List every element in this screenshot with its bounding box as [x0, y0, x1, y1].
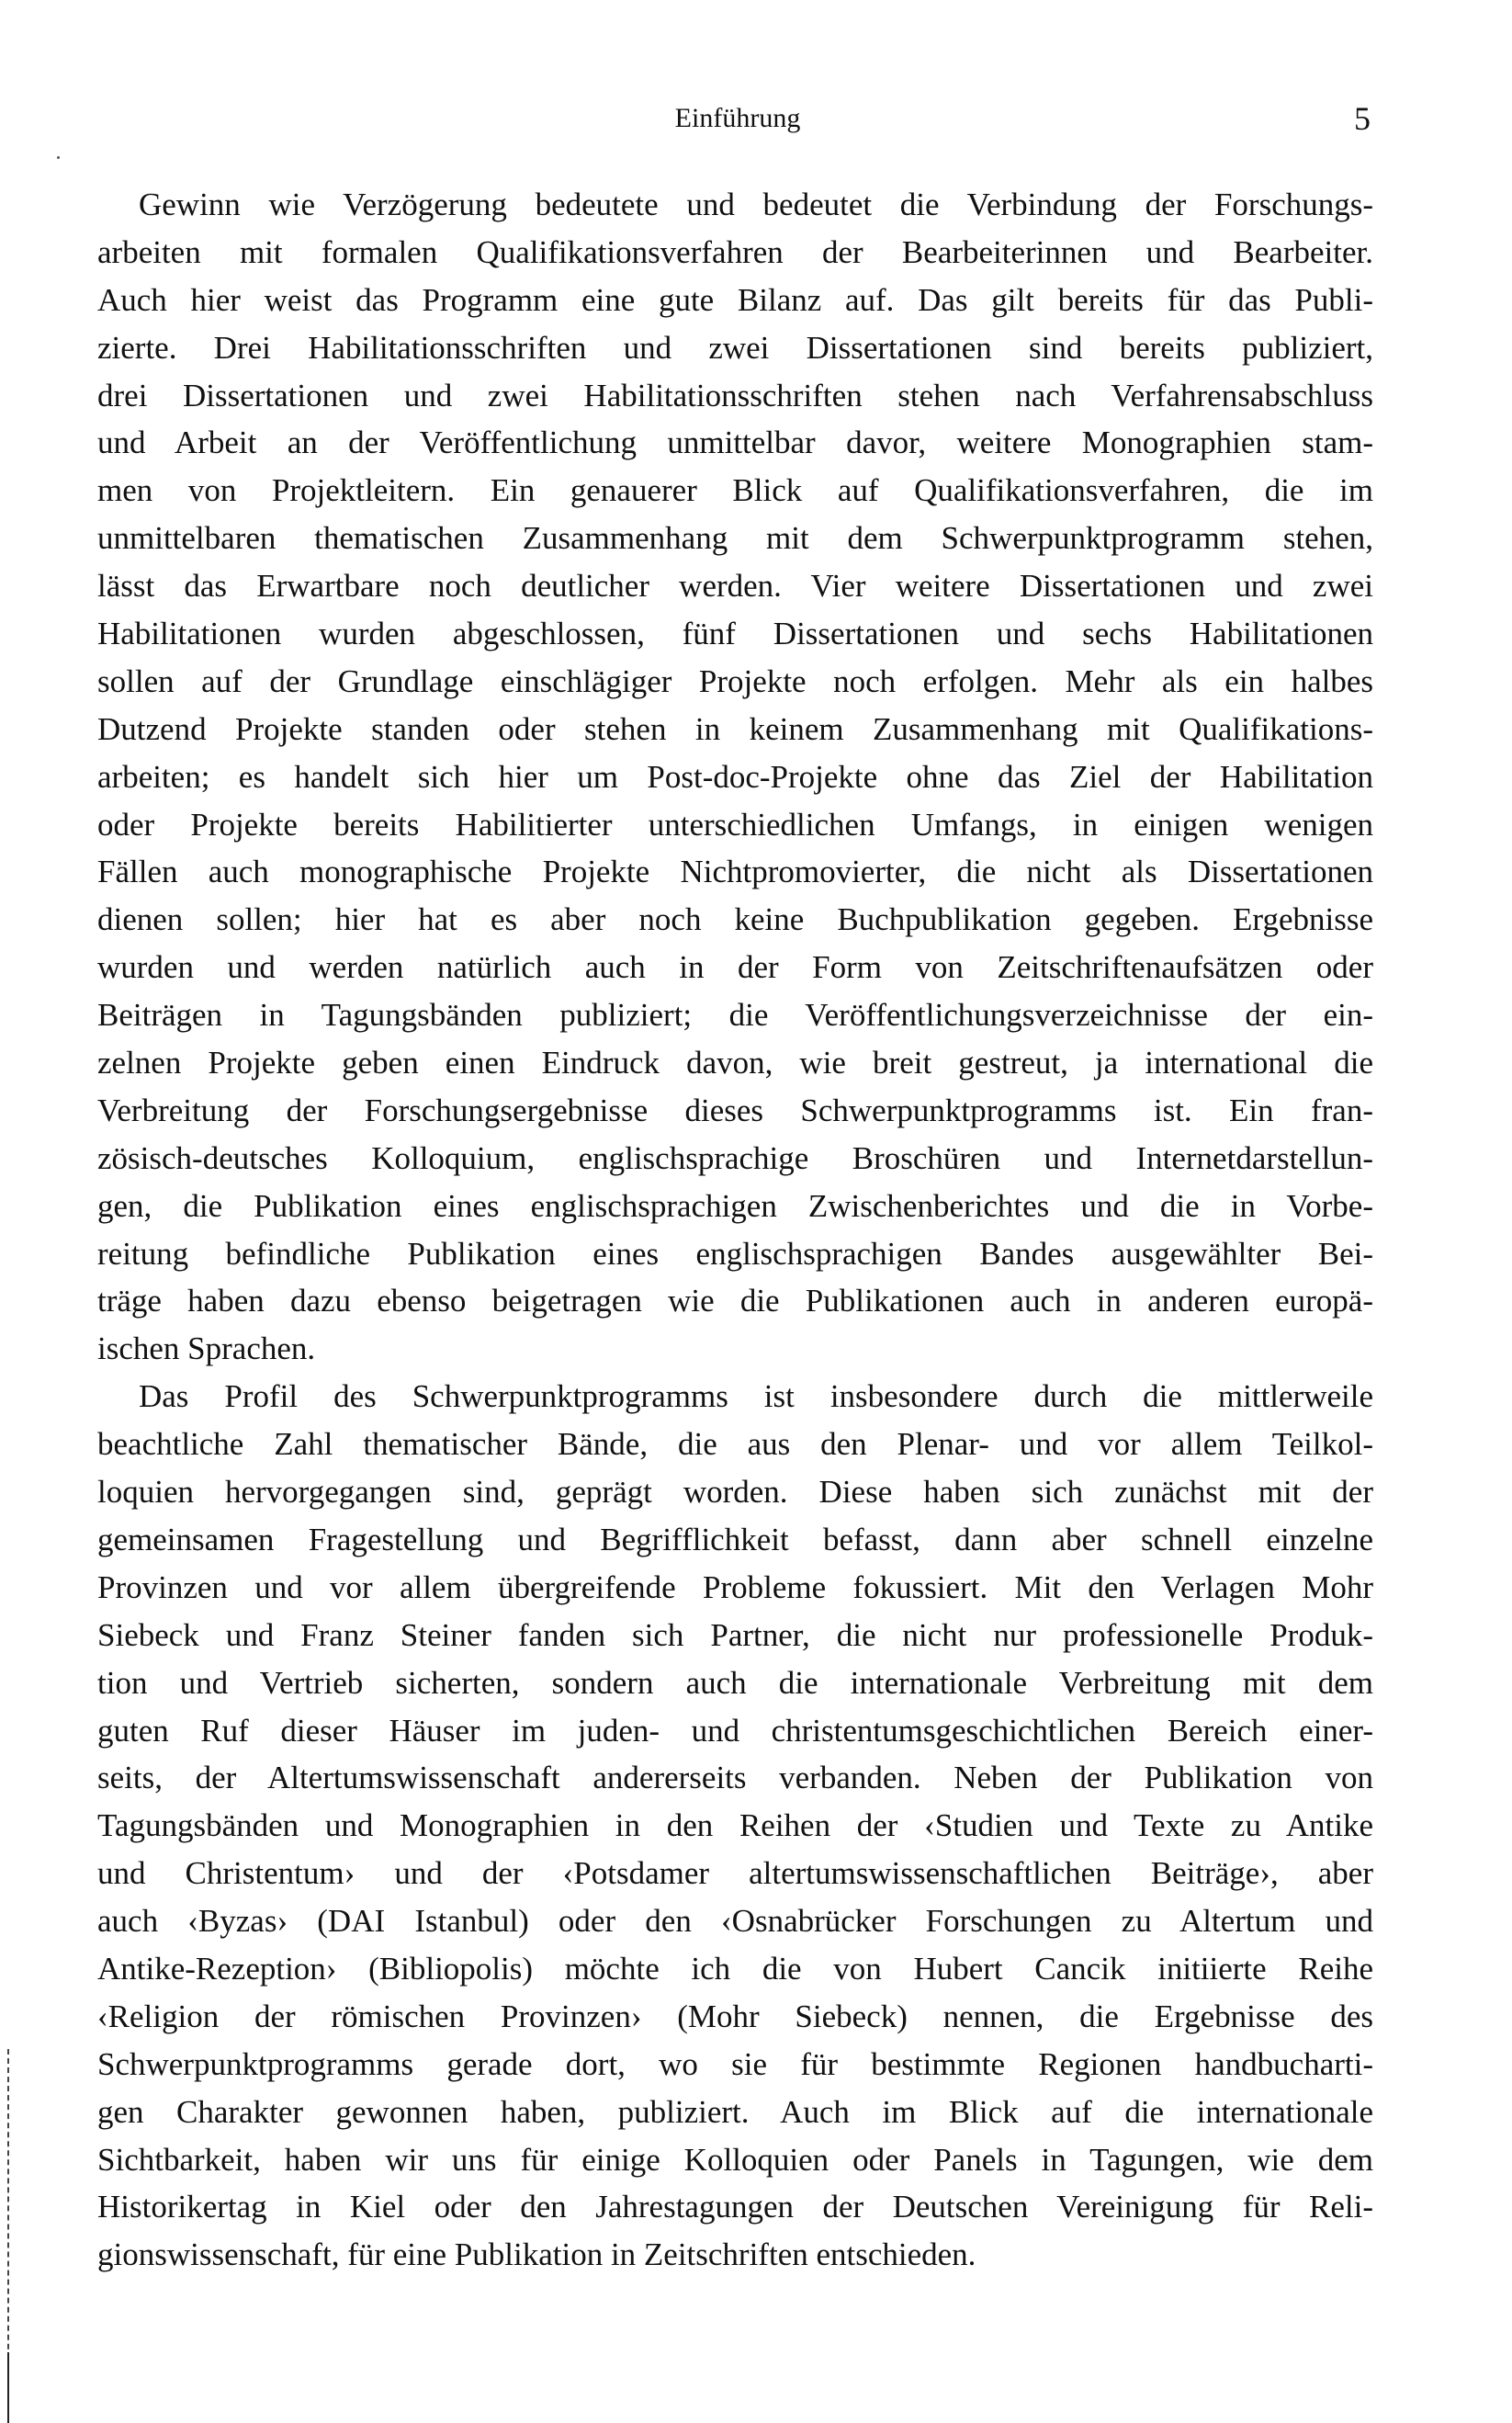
text-line: drei Dissertationen und zwei Habilitationsschriften stehen nach Verfahrensabschluss [97, 377, 1373, 413]
running-title: Einführung [674, 103, 801, 133]
body-text [97, 181, 1373, 2279]
running-header [0, 97, 1512, 140]
text-line: ischen Sprachen. [97, 1330, 316, 1367]
text-line: oder Projekte bereits Habilitierter unterschiedlichen Umfangs, in einigen wenigen [97, 806, 1373, 843]
text-line: gen Charakter gewonnen haben, publiziert. Auch im Blick auf die internationale [97, 2093, 1373, 2130]
page-number: 5 [1354, 100, 1371, 137]
text-line: arbeiten mit formalen Qualifikationsverfahren der Bearbeiterinnen und Bearbeiter. [97, 233, 1373, 270]
text-line: Gewinn wie Verzögerung bedeutete und bedeutet die Verbindung der Forschungs- [139, 187, 1373, 222]
text-line: und Arbeit an der Veröffentlichung unmittelbar davor, weitere Monographien stam- [97, 425, 1373, 461]
text-line: sollen auf der Grundlage einschlägiger Projekte noch erfolgen. Mehr als ein halbes [97, 662, 1373, 699]
text-line: dienen sollen; hier hat es aber noch keine Buchpublikation gegeben. Ergebnisse [97, 901, 1373, 938]
text-line: zelnen Projekte geben einen Eindruck davon, wie breit gestreut, ja international die [97, 1045, 1373, 1081]
text-line: Antike-Rezeption› (Bibliopolis) möchte ich die von Hubert Cancik initiierte Reihe [97, 1950, 1373, 1987]
text-line: und Christentum› und der ‹Potsdamer altertumswissenschaftlichen Beiträge›, aber [97, 1855, 1373, 1892]
paragraph [97, 181, 1373, 1373]
paragraph [97, 1373, 1373, 2279]
text-line: tion und Vertrieb sicherten, sondern auch die internationale Verbreitung mit dem [97, 1664, 1373, 1701]
text-line: men von Projektleitern. Ein genauerer Blick auf Qualifikationsverfahren, die im [97, 472, 1373, 509]
text-line: ‹Religion der römischen Provinzen› (Mohr Siebeck) nennen, die Ergebnisse des [97, 1998, 1373, 2034]
text-line: lässt das Erwartbare noch deutlicher werden. Vier weitere Dissertationen und zwei [97, 568, 1373, 605]
scan-edge-line-solid [7, 2352, 9, 2423]
text-line: wurden und werden natürlich auch in der Form von Zeitschriftenaufsätzen oder [97, 949, 1373, 986]
text-line: Auch hier weist das Programm eine gute Bilanz auf. Das gilt bereits für das Publi- [97, 281, 1373, 318]
text-line: reitung befindliche Publikation eines englischsprachigen Bandes ausgewählter Bei- [97, 1235, 1373, 1272]
text-line: Dutzend Projekte standen oder stehen in keinem Zusammenhang mit Qualifikations- [97, 710, 1373, 747]
text-line: beachtliche Zahl thematischer Bände, die aus den Plenar- und vor allem Teilkol- [97, 1426, 1373, 1463]
text-line: Habilitationen wurden abgeschlossen, fünf Dissertationen und sechs Habilitationen [97, 616, 1373, 652]
text-line: Schwerpunktprogramms gerade dort, wo sie für bestimmte Regionen handbucharti- [97, 2045, 1373, 2082]
text-line: unmittelbaren thematischen Zusammenhang mit dem Schwerpunktprogramm stehen, [97, 520, 1373, 557]
text-line: gionswissenschaft, für eine Publikation in Zeitschriften entschieden. [97, 2236, 976, 2273]
text-line: Siebeck und Franz Steiner fanden sich Partner, die nicht nur professionelle Produk- [97, 1616, 1373, 1653]
text-line: Verbreitung der Forschungsergebnisse dieses Schwerpunktprogramms ist. Ein fran- [97, 1092, 1373, 1128]
text-line: Historikertag in Kiel oder den Jahrestagungen der Deutschen Vereinigung für Reli- [97, 2189, 1373, 2225]
text-line: gen, die Publikation eines englischsprachigen Zwischenberichtes und die in Vorbe- [97, 1187, 1373, 1224]
text-line: guten Ruf dieser Häuser im juden- und christentumsgeschichtlichen Bereich einer- [97, 1712, 1373, 1749]
text-line: seits, der Altertumswissenschaft andererseits verbanden. Neben der Publikation von [97, 1760, 1373, 1796]
text-line: gemeinsamen Fragestellung und Begrifflichkeit befasst, dann aber schnell einzelne [97, 1521, 1373, 1557]
text-line: Das Profil des Schwerpunktprogramms ist insbesondere durch die mittlerweile [139, 1378, 1373, 1415]
text-line: zierte. Drei Habilitationsschriften und zwei Dissertationen sind bereits publiziert, [97, 329, 1373, 366]
text-line: loquien hervorgegangen sind, geprägt worden. Diese haben sich zunächst mit der [97, 1474, 1373, 1511]
text-line: zösisch-deutsches Kolloquium, englischsprachige Broschüren und Internetdarstellun- [97, 1139, 1373, 1176]
text-line: träge haben dazu ebenso beigetragen wie die Publikationen auch in anderen europä- [97, 1283, 1373, 1319]
scan-speck [57, 156, 60, 159]
text-line: auch ‹Byzas› (DAI Istanbul) oder den ‹Osnabrücker Forschungen zu Altertum und [97, 1903, 1373, 1940]
text-line: Fällen auch monographische Projekte Nichtpromovierter, die nicht als Dissertationen [97, 854, 1373, 890]
text-line: arbeiten; es handelt sich hier um Post-doc-Projekte ohne das Ziel der Habilitation [97, 758, 1373, 795]
text-line: Provinzen und vor allem übergreifende Probleme fokussiert. Mit den Verlagen Mohr [97, 1568, 1373, 1605]
text-line: Tagungsbänden und Monographien in den Reihen der ‹Studien und Texte zu Antike [97, 1807, 1373, 1844]
text-line: Beiträgen in Tagungsbänden publiziert; die Veröffentlichungsverzeichnisse der ein- [97, 997, 1373, 1034]
text-line: Sichtbarkeit, haben wir uns für einige Kolloquien oder Panels in Tagungen, wie dem [97, 2141, 1373, 2178]
